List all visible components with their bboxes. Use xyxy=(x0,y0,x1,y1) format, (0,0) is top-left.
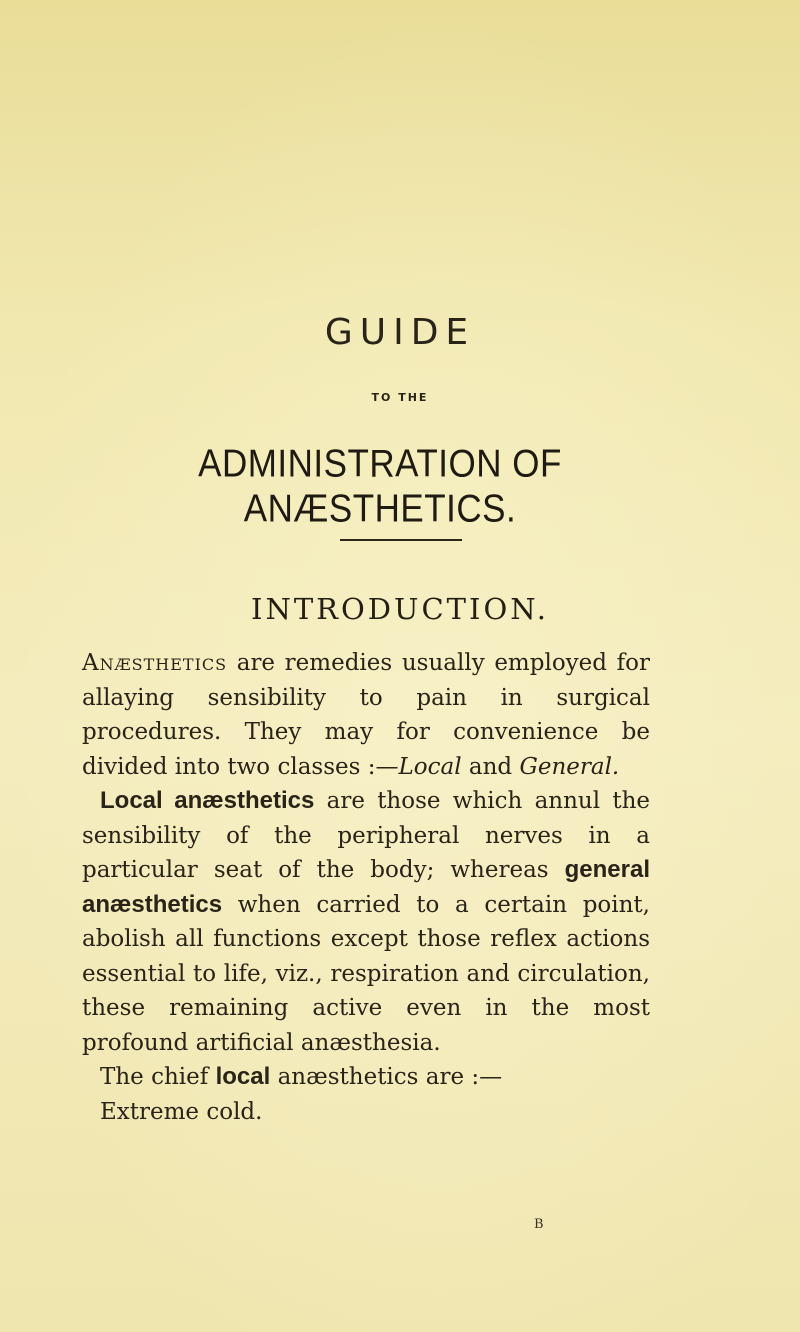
section-heading: INTRODUCTION. xyxy=(251,592,549,626)
bold-local: local xyxy=(215,1063,271,1090)
paragraph-3: The chief local anæsthetics are :— xyxy=(100,1063,503,1090)
body-text xyxy=(82,646,650,1129)
paragraph-4: Extreme cold. xyxy=(100,1098,263,1125)
paragraph-2: Local anæsthetics are those which annul the sensibility of the peripheral nerves in a particular seat of the body; whereas general anæsthetics when carried to a certain point, abolish all functions except those reflex actions essential to life, viz., respiration and circulation, these remaining active even in the most profound artificial anæsthesia. xyxy=(82,787,651,1056)
title-main: ADMINISTRATION OF ANÆSTHETICS. xyxy=(198,442,562,531)
paragraph-1-lead: Anæsthetics xyxy=(82,650,228,676)
term-general: General. xyxy=(519,753,620,780)
term-local: Local xyxy=(398,753,462,780)
signature-mark: B xyxy=(534,1217,544,1232)
title-guide: GUIDE xyxy=(324,312,476,353)
paragraph-1: Anæsthetics are remedies usually employed for allaying sensibility to pain in surgical procedures. They may for convenience be divided into two classes :—Local and General. xyxy=(82,650,650,780)
section-divider xyxy=(340,539,462,541)
bold-general-anaesthetics: general anæsthetics xyxy=(82,856,650,918)
bold-local-anaesthetics: Local anæsthetics xyxy=(100,787,315,814)
title-to-the: TO THE xyxy=(371,391,429,404)
